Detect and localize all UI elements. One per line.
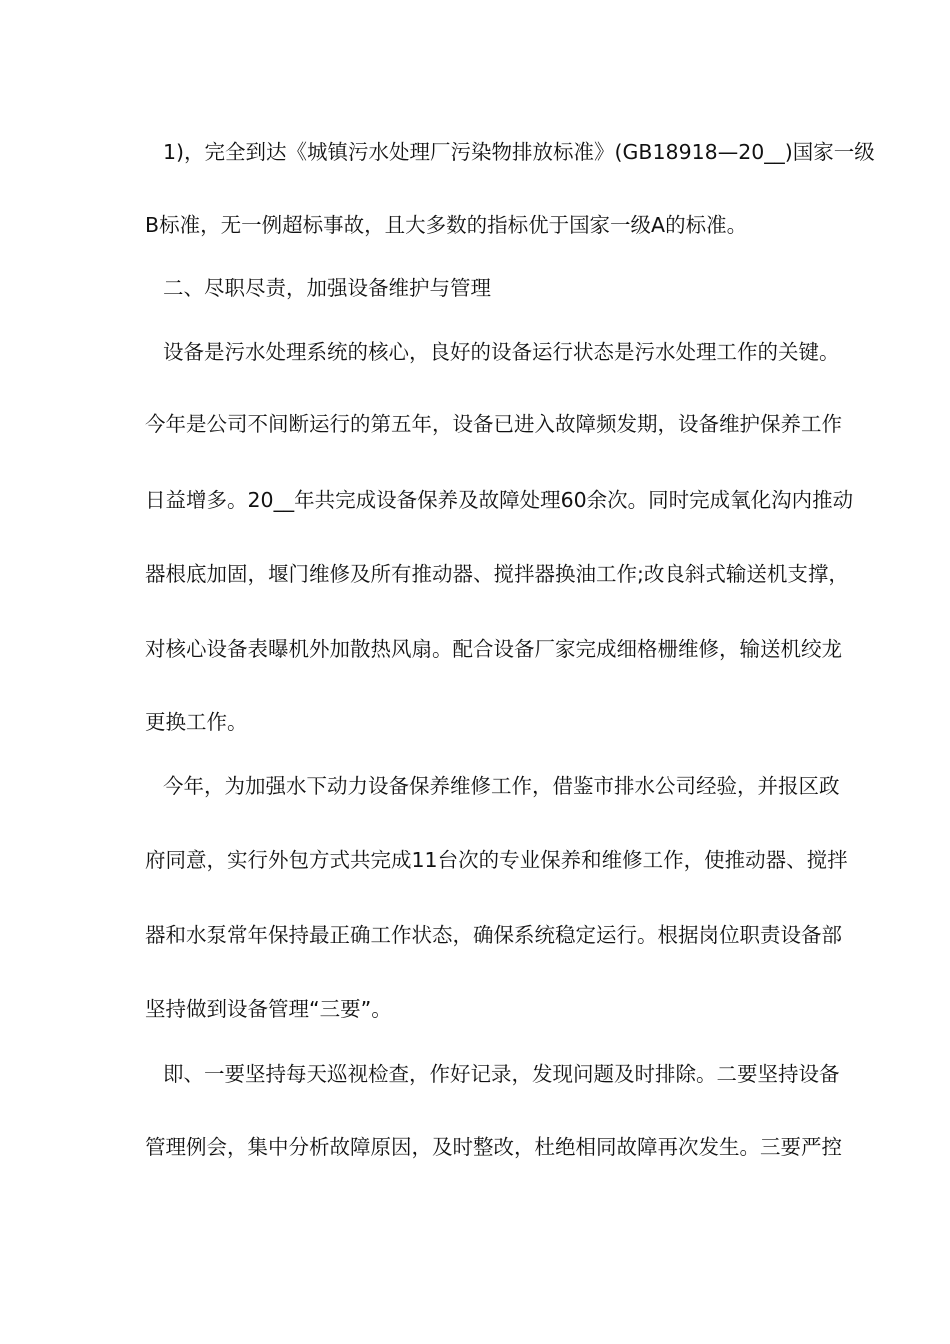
- paragraph-line: 器根底加固，堰门维修及所有推动器、搅拌器换油工作;改良斜式输送机支撑，: [145, 562, 849, 586]
- paragraph-line: 今年，为加强水下动力设备保养维修工作，借鉴市排水公司经验，并报区政: [163, 774, 840, 798]
- paragraph-line: 即、一要坚持每天巡视检查，作好记录，发现问题及时排除。二要坚持设备: [163, 1062, 840, 1086]
- paragraph-line: 管理例会，集中分析故障原因，及时整改，杜绝相同故障再次发生。三要严控: [145, 1135, 842, 1159]
- paragraph-line: 器和水泵常年保持最正确工作状态，确保系统稳定运行。根据岗位职责设备部: [145, 923, 842, 947]
- paragraph-line: 对核心设备表曝机外加散热风扇。配合设备厂家完成细格栅维修，输送机绞龙: [145, 637, 842, 661]
- paragraph-line: 日益增多。20__年共完成设备保养及故障处理60余次。同时完成氧化沟内推动: [145, 488, 854, 512]
- paragraph-line: 今年是公司不间断运行的第五年，设备已进入故障频发期，设备维护保养工作: [145, 412, 842, 436]
- paragraph-line: 府同意，实行外包方式共完成11台次的专业保养和维修工作，使推动器、搅拌: [145, 848, 848, 872]
- section-heading: 二、尽职尽责，加强设备维护与管理: [163, 276, 491, 300]
- paragraph-line: 设备是污水处理系统的核心，良好的设备运行状态是污水处理工作的关键。: [163, 340, 840, 364]
- paragraph-line: B标准，无一例超标事故，且大多数的指标优于国家一级A的标准。: [145, 213, 748, 237]
- paragraph-line: 更换工作。: [145, 710, 248, 734]
- paragraph-line: 坚持做到设备管理“三要”。: [145, 997, 392, 1021]
- paragraph-line: 1)，完全到达《城镇污水处理厂污染物排放标准》(GB18918—20__)国家一级: [163, 140, 875, 164]
